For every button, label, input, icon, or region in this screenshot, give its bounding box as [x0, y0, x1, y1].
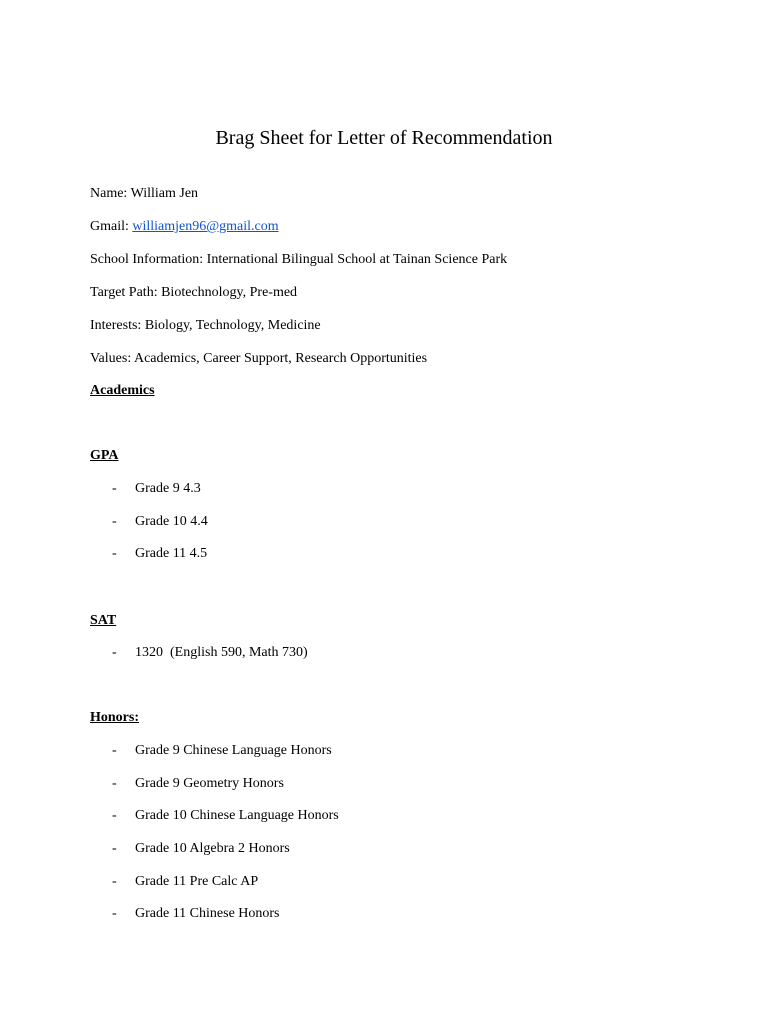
- school-label: School Information:: [90, 252, 207, 267]
- honors-item-text: Grade 9 Geometry Honors: [135, 776, 284, 791]
- gmail-label: Gmail:: [90, 219, 133, 234]
- honors-item: [112, 905, 280, 923]
- gpa-item: [112, 513, 208, 531]
- honors-item: [112, 807, 339, 825]
- gpa-item: [112, 545, 207, 563]
- target-path-line: [90, 284, 297, 302]
- values-label: Values:: [90, 351, 134, 366]
- bullet-dash: -: [112, 906, 117, 921]
- honors-item: [112, 873, 258, 891]
- bullet-dash: -: [112, 808, 117, 823]
- interests-line: [90, 317, 321, 335]
- name-line: [90, 185, 198, 203]
- bullet-dash: -: [112, 776, 117, 791]
- values-line: [90, 350, 427, 368]
- bullet-dash: -: [112, 514, 117, 529]
- bullet-dash: -: [112, 481, 117, 496]
- school-value: International Bilingual School at Tainan Science Park: [206, 252, 508, 267]
- bullet-dash: -: [112, 743, 117, 758]
- gmail-link[interactable]: williamjen96@gmail.com: [132, 219, 279, 234]
- honors-item-text: Grade 9 Chinese Language Honors: [135, 743, 332, 758]
- sat-item-text: 1320 (English 590, Math 730): [135, 645, 308, 660]
- gpa-item-text: Grade 9 4.3: [135, 481, 201, 496]
- honors-item-text: Grade 10 Algebra 2 Honors: [135, 841, 290, 856]
- bullet-dash: -: [112, 645, 117, 660]
- name-label: Name:: [90, 186, 131, 201]
- name-value: William Jen: [130, 186, 199, 201]
- academics-heading: Academics: [90, 383, 155, 398]
- gpa-item: [112, 480, 201, 498]
- gpa-item-text: Grade 10 4.4: [135, 514, 208, 529]
- target-path-value: Biotechnology, Pre-med: [161, 285, 298, 300]
- gpa-item-text: Grade 11 4.5: [135, 546, 208, 561]
- bullet-dash: -: [112, 841, 117, 856]
- bullet-dash: -: [112, 874, 117, 889]
- values-value: Academics, Career Support, Research Opportunities: [133, 351, 428, 366]
- honors-item-text: Grade 11 Chinese Honors: [135, 906, 280, 921]
- interests-value: Biology, Technology, Medicine: [144, 318, 321, 333]
- target-path-label: Target Path:: [90, 285, 162, 300]
- honors-heading: Honors:: [90, 710, 139, 725]
- sat-heading: SAT: [90, 613, 117, 628]
- honors-item: [112, 775, 284, 793]
- honors-item: [112, 742, 332, 760]
- honors-item-text: Grade 11 Pre Calc AP: [135, 874, 259, 889]
- document-title: Brag Sheet for Letter of Recommendation: [215, 127, 553, 149]
- bullet-dash: -: [112, 546, 117, 561]
- gpa-heading: GPA: [90, 448, 119, 463]
- sat-item: [112, 644, 308, 662]
- interests-label: Interests:: [90, 318, 145, 333]
- gmail-line: [90, 218, 279, 236]
- honors-item: [112, 840, 290, 858]
- honors-item-text: Grade 10 Chinese Language Honors: [135, 808, 339, 823]
- school-line: [90, 251, 507, 269]
